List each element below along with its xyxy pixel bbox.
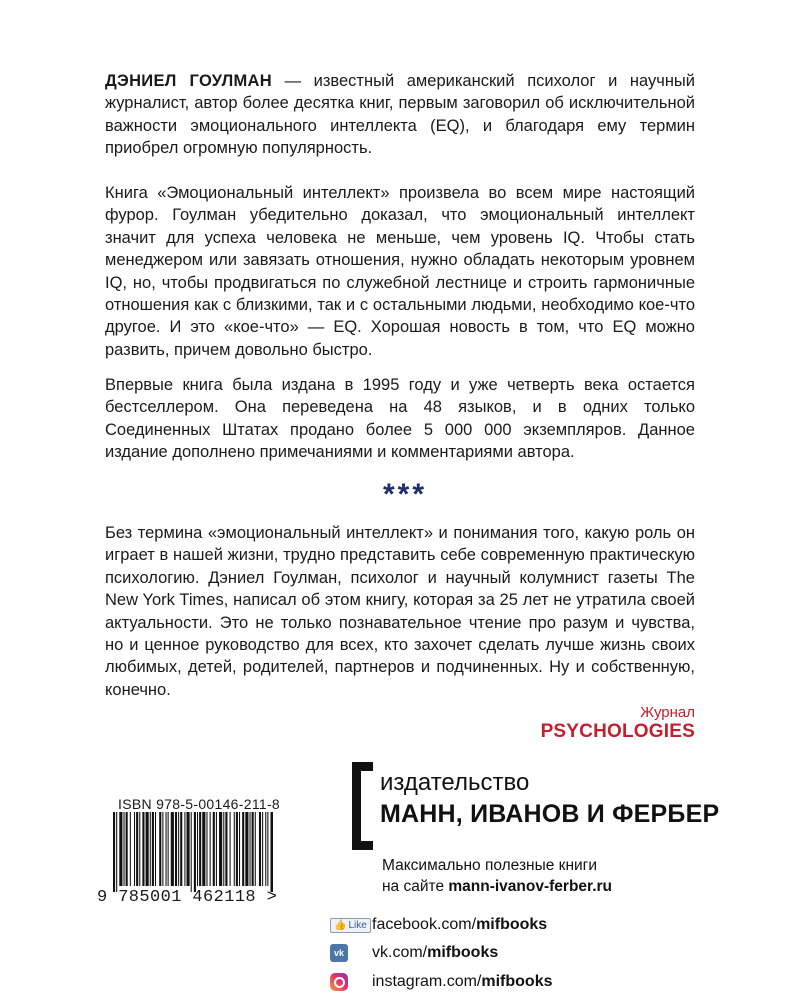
author-bio-paragraph (105, 70, 695, 160)
barcode-bar (150, 812, 151, 886)
barcode-bar (242, 812, 244, 886)
barcode-bar (239, 812, 240, 886)
isbn-label: ISBN 978-5-00146-211-8 (118, 796, 280, 812)
section-separator: *** (382, 478, 428, 511)
instagram-icon (330, 973, 348, 991)
publisher-label: издательство (380, 769, 530, 796)
barcode-bar (162, 812, 163, 886)
publisher-name: МАНН, ИВАНОВ И ФЕРБЕР (380, 800, 720, 828)
barcode-bar (255, 812, 256, 886)
barcode-bar (216, 812, 217, 886)
barcode-bar (180, 812, 182, 886)
barcode-bar (191, 812, 192, 892)
barcode-bar (134, 812, 135, 886)
like-label: Like (348, 919, 367, 931)
barcode-bar (265, 812, 266, 886)
barcode-bar (230, 812, 231, 886)
barcode-bar (202, 812, 205, 886)
barcode-bar (116, 812, 117, 892)
instagram-prefix: instagram.com/ (372, 973, 482, 990)
barcode-bar (197, 812, 198, 886)
barcode-bar (194, 812, 196, 892)
barcode-bar (245, 812, 248, 886)
barcode-bar (166, 812, 167, 886)
barcode-bar (119, 812, 122, 886)
barcode-bar (250, 812, 251, 886)
barcode-bar (139, 812, 140, 886)
barcode-bar (152, 812, 154, 886)
barcode-bar (126, 812, 128, 886)
barcode-graphic (113, 812, 273, 892)
social-facebook[interactable] (330, 916, 547, 934)
social-vk[interactable] (330, 944, 498, 962)
barcode-bar (206, 812, 207, 886)
barcode-digits: 9 785001 462118 > (97, 888, 278, 907)
barcode-bar (223, 812, 224, 886)
barcode-bar (252, 812, 254, 886)
barcode-bar (124, 812, 125, 886)
barcode-bar (155, 812, 156, 886)
quote-source (500, 704, 695, 743)
quote-source-prefix: Журнал (640, 704, 695, 721)
facebook-handle: mifbooks (476, 916, 548, 933)
barcode-bar (171, 812, 174, 886)
barcode-bar (271, 812, 274, 892)
barcode-bar (178, 812, 179, 886)
facebook-like-icon (330, 918, 371, 933)
barcode-bar (175, 812, 177, 886)
barcode-bar (213, 812, 215, 886)
book-description-paragraph: Книга «Эмоциональный интеллект» произвела во всем мире настоящий фурор. Гоулман убедительно доказал, что эмоциональный интеллект значит для успеха человека не меньше, чем уровень IQ. Чтобы стать менеджером или завязать отношения, нужно обладать некоторым уровнем IQ, но, чтобы продвигаться по служебной лестнице и строить гармоничные отношения как с близкими, так и с остальными людьми, необходимо кое-что другое. И это «кое-что» — EQ. Хорошая новость в том, что EQ можно развить, причем довольно быстро. (105, 184, 695, 359)
review-quote-paragraph: Без термина «эмоциональный интеллект» и понимания того, какую роль он играет в нашей жизни, трудно представить себе современную практическую психологию. Дэниел Гоулман, психолог и научный колумнист газеты The New York Times, написал об этом книгу, которая за 25 лет не утратила своей актуальности. Это не только познавательное чтение про разум и чувства, но и ценное руководство для всех, кто захочет сделать лучше жизнь своих любимых, детей, родителей, партнеров и подчиненных. Ну и собственную, конечно. (105, 524, 695, 699)
vk-handle: mifbooks (427, 944, 499, 961)
barcode-bar (267, 812, 268, 886)
barcode-bar (236, 812, 238, 886)
author-bio-text: — известный американский психолог и научный журналист, автор более десятка книг, первым заговорил об исключительной важности эмоционального интеллекта (EQ), и благодаря ему термин приобрел огромную популярность. (105, 72, 696, 158)
barcode-bar (142, 812, 144, 886)
barcode-bar (210, 812, 211, 886)
publication-history-paragraph: Впервые книга была издана в 1995 году и уже четверть века остается бестселлером. Она переведена на 48 языков, и в одних только Соединенных Штатах продано более 5 000 000 экземпляров. Данное издание дополнено примечаниями и комментариями автора. (105, 376, 695, 462)
vk-prefix: vk.com/ (372, 944, 428, 961)
barcode-bar (130, 812, 131, 886)
barcode-bar (225, 812, 227, 886)
barcode-bar (184, 812, 185, 886)
barcode-bar (146, 812, 149, 886)
barcode-bar (113, 812, 115, 892)
publisher-site-prefix: на сайте (382, 878, 449, 895)
barcode-bar (262, 812, 263, 886)
publisher-site-link[interactable]: mann-ivanov-ferber.ru (448, 878, 613, 895)
barcode-bar (187, 812, 190, 886)
author-name: ДЭНИЕЛ ГОУЛМАН (105, 72, 272, 90)
publisher-tagline (382, 855, 612, 897)
publisher-tagline-line: Максимально полезные книги (382, 857, 597, 874)
social-instagram[interactable] (330, 973, 553, 991)
barcode-bar (199, 812, 201, 886)
thumbs-up-icon: 👍 (334, 919, 347, 931)
barcode-bar (136, 812, 138, 886)
barcode-bar (259, 812, 261, 886)
barcode-bar (168, 812, 169, 886)
quote-source-name: PSYCHOLOGIES (540, 721, 695, 742)
publisher-bracket (352, 762, 373, 850)
publisher-site-line (382, 876, 612, 897)
facebook-prefix: facebook.com/ (372, 916, 477, 933)
vk-icon: vk (330, 944, 348, 962)
barcode-bar (219, 812, 222, 886)
barcode-bar (159, 812, 161, 886)
barcode-bar (234, 812, 235, 886)
instagram-handle: mifbooks (481, 973, 553, 990)
